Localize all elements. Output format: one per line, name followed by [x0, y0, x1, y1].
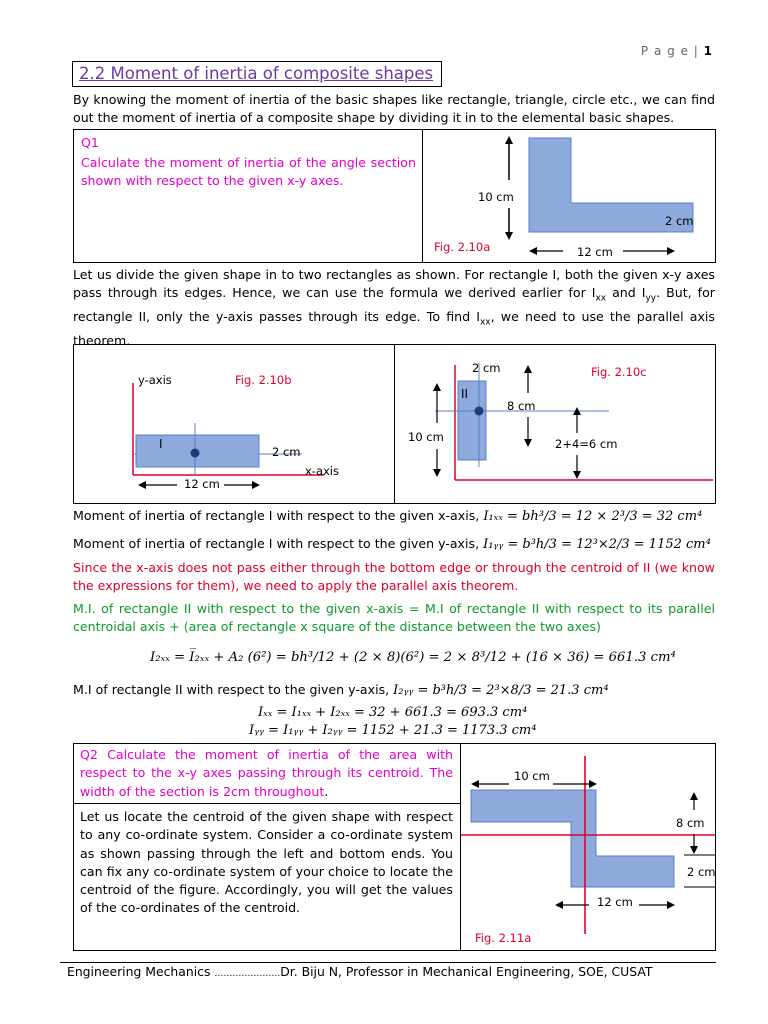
z-section-shape: [471, 790, 674, 887]
calc-line-3: [73, 681, 609, 700]
offset-head-down: [573, 471, 581, 479]
divide-p2: and I: [606, 285, 646, 301]
width-label-c: 2 cm: [472, 361, 501, 375]
height-label-q2: 8 cm: [676, 816, 705, 830]
eq-ixx: Iₓₓ = I₁ₓₓ + I₂ₓₓ = 32 + 661.3 = 693.3 cm⁴: [258, 705, 528, 720]
centroid-dot-b: [191, 449, 200, 458]
eq-iyy: Iᵧᵧ = I₁ᵧᵧ + I₂ᵧᵧ = 1152 + 21.3 = 1173.3 cm⁴: [249, 723, 537, 738]
q2-question-text: Q2 Calculate the moment of inertia of the area with respect to the x-y axes passing through its centroid. The width of the section is 2cm throughout: [80, 747, 453, 799]
divide-s2: yy: [645, 293, 657, 304]
top-width-head-left: [471, 780, 479, 788]
bottom-width-head-left: [555, 901, 563, 909]
height-10-head-up: [433, 383, 441, 391]
eq-i2xx: I₂ₓₓ = I̅₂ₓₓ + A₂ (6²) = bh³/12 + (2 × 8)(6²) = 2 × 8³/12 + (16 × 36) = 661.3 cm⁴: [150, 650, 676, 665]
calc-line-3-text: M.I of rectangle II with respect to the given y-axis,: [73, 682, 394, 697]
fig-2-10a: [423, 130, 715, 262]
q2-question-end: .: [324, 783, 329, 799]
offset-label: 2+4=6 cm: [555, 437, 618, 451]
centroid-dot-c: [475, 407, 484, 416]
page-number: 1: [703, 44, 712, 58]
calc-line-3-math: I₂ᵧᵧ = b³h/3 = 2³×8/3 = 21.3 cm⁴: [393, 683, 609, 698]
fig-2-10b: [74, 345, 393, 503]
height-10-head-down: [433, 469, 441, 477]
height-label: 10 cm: [478, 190, 514, 204]
thickness-label-b: 2 cm: [272, 445, 301, 459]
calc-line-1-math: I₁ₓₓ = bh³/3 = 12 × 2³/3 = 32 cm⁴: [483, 509, 703, 524]
calc-line-2-math: I₁ᵧᵧ = b³h/3 = 12³×2/3 = 1152 cm⁴: [483, 537, 711, 552]
q1-label: Q1: [81, 135, 99, 150]
calc-line-2-text: Moment of inertia of rectangle I with respect to the given y-axis,: [73, 536, 484, 551]
x-axis-label: x-axis: [305, 464, 339, 478]
divide-p3: . But, for rectangle II, only the y-axis passes through its edge. To find I: [73, 285, 715, 325]
fig-2-10a-caption: Fig. 2.10a: [434, 240, 491, 254]
divide-s1: xx: [595, 293, 607, 304]
height-8-head-up: [524, 365, 532, 373]
width-arrow-head-right-b: [252, 481, 260, 489]
thickness-label: 2 cm: [665, 214, 694, 228]
fig-2-11a-caption: Fig. 2.11a: [475, 931, 532, 945]
rect-II-label: II: [461, 387, 469, 401]
divide-p4: , we need to use the parallel axis theorem.: [73, 309, 715, 348]
top-width-label: 10 cm: [514, 769, 550, 783]
height-8-label: 8 cm: [507, 399, 536, 413]
rect-I-label: I: [159, 437, 163, 451]
footer-rule: [60, 962, 716, 963]
page-label: P a g e |: [640, 44, 704, 58]
width-arrow-head-left: [529, 247, 537, 255]
divide-s3: xx: [479, 317, 491, 328]
footer-left: Engineering Mechanics: [67, 964, 215, 979]
q2-question: [80, 746, 453, 801]
thickness-label-q2: 2 cm: [687, 865, 715, 879]
height-arrow-head-up: [505, 136, 513, 144]
footer: [67, 964, 652, 979]
q2-question-separator: [73, 803, 460, 804]
calc-line-1-text: Moment of inertia of rectangle I with respect to the given x-axis,: [73, 508, 484, 523]
q2-answer: Let us locate the centroid of the given shape with respect to any co-ordinate system. Consider a co-ordinate system as shown passing through the left and bottom ends. You can fix any co-ordinate system of your choice to locate the centroid of the figure. Accordingly, you will get the values of the co-ordinates of the centroid.: [80, 809, 453, 916]
fig-2-10c-caption: Fig. 2.10c: [591, 365, 647, 379]
footer-dots: ………………….: [214, 969, 281, 979]
y-axis-label: y-axis: [138, 373, 172, 387]
width-arrow-head-left-b: [138, 481, 146, 489]
section-title: 2.2 Moment of inertia of composite shapes: [79, 64, 434, 83]
calc-line-1: [73, 507, 702, 526]
fig-2-11a: [461, 744, 715, 950]
height-10-label: 10 cm: [408, 430, 444, 444]
width-label: 12 cm: [577, 245, 613, 259]
width-arrow-head-right: [667, 247, 675, 255]
height-8-head-down: [524, 439, 532, 447]
green-note: M.I. of rectangle II with respect to the given x-axis = M.I of rectangle II with respect to its parallel centroidal axis + (area of rectangle x square of the distance between the two axes): [73, 601, 715, 635]
calc-line-2: [73, 535, 711, 554]
top-width-head-right: [589, 780, 597, 788]
bottom-width-head-right: [667, 901, 675, 909]
bottom-width-label: 12 cm: [597, 895, 633, 909]
page-header: [641, 44, 712, 58]
width-label-b: 12 cm: [184, 477, 220, 491]
height-q2-head-up: [690, 792, 698, 800]
q1-question: Calculate the moment of inertia of the angle section shown with respect to the given x-y axes.: [81, 155, 416, 189]
red-note: Since the x-axis does not pass either through the bottom edge or through the centroid of II (we know the expressions for them), we need to apply the parallel axis theorem.: [73, 560, 715, 594]
fig-2-10c: [395, 345, 715, 503]
height-q2-head-down: [690, 846, 698, 854]
intro-paragraph: By knowing the moment of inertia of the basic shapes like rectangle, triangle, circle etc., we can find out the moment of inertia of a composite shape by dividing it in to the elemental basic shapes.: [73, 92, 715, 126]
fig-2-10b-caption: Fig. 2.10b: [235, 373, 292, 387]
height-arrow-head-down: [505, 232, 513, 240]
footer-right: Dr. Biju N, Professor in Mechanical Engineering, SOE, CUSAT: [280, 964, 653, 979]
divide-paragraph: [73, 266, 715, 350]
divide-p1: Let us divide the given shape in to two rectangles as shown. For rectangle I, both the given x-y axes pass through its edges. Hence, we can use the formula we derived earlier for I: [73, 267, 715, 301]
